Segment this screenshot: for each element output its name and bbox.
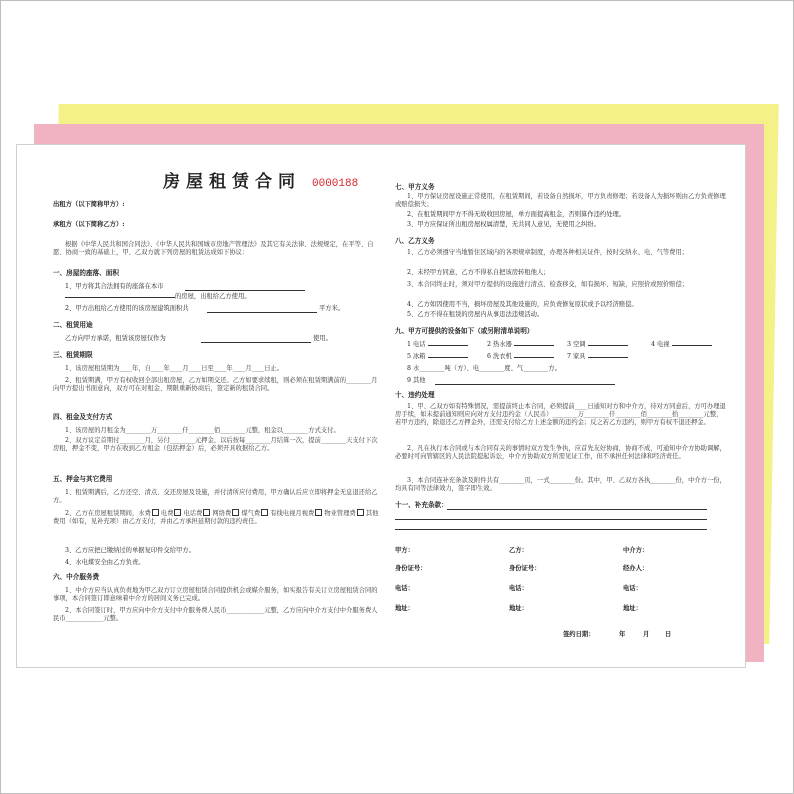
s6-item-1: 1、中介方应当认真负责地为甲乙双方订立房屋租赁合同提供机会或媒介服务，如实报告有关订立房屋租赁合同的事项，本合同签订即意味着中介方的居间义务已完成。 (53, 587, 378, 603)
section-10-title: 十、违约处理 (395, 391, 435, 399)
sign-a-phone: 电话： (395, 585, 414, 592)
s5-item-1: 1、租赁期满后，乙方还空、清点、交还房屋及设施，并付清所应付费用，甲方确认后应立即将押金无息退还给乙方。 (53, 489, 378, 505)
equipment-1: 1 电话 (407, 341, 468, 349)
equipment-6: 6 洗衣机 (487, 353, 554, 361)
equipment-7: 7 家具 (567, 353, 628, 361)
s3-item-2: 2、租赁期满，甲方有权收回全部出租房屋，乙方如期交还。乙方如要求续租，则必须在租赁期满前的________月向甲方提出书面意向，双方可在对租金、期限重新协商后，签定新的租赁合同。 (53, 377, 378, 393)
section-11-title: 十一、补充条款： (395, 501, 448, 509)
sign-date-month: 月 (643, 631, 650, 638)
lessor-label: 出租方（以下简称甲方）: (53, 201, 125, 208)
s7-item-1: 1、甲方保证房屋设施正常使用，在租赁期间，若设备自然损坏，甲方负责修理；若设备人为损坏则由乙方负责修理或赔偿损失； (395, 193, 726, 209)
supplement-line-2 (395, 519, 707, 520)
equipment-5: 5 冰箱 (407, 353, 468, 361)
section-2-title: 二、租赁用途 (53, 321, 93, 329)
property-fee-checkbox[interactable] (357, 509, 364, 516)
sign-b-address: 地址： (509, 605, 528, 612)
s4-item-2: 2、双方议定首期付________月，另付________元押金，以后按每________月结算一次，提前________天支付下次房租，押金不变，甲方在收到乙方租金（包括押金）后，必须开具收据给乙方。 (53, 437, 378, 453)
sign-party-b: 乙方： (509, 547, 528, 554)
contract-title: 房屋租赁合同 (163, 172, 301, 192)
section-7-title: 七、甲方义务 (395, 183, 435, 191)
s10-item-3: 3、本合同连补充条款及附件共有________页，一式________份。其中，甲、乙双方各执________份，中介方一份，均具有同等法律效力，签字即生效。 (395, 477, 726, 493)
equipment-2: 2 热水器 (487, 341, 554, 349)
s10-item-1: 1、甲、乙双方如有特殊情况，需提前终止本合同，必须提前____日通知对方和中介方，待对方同意后，方可办理退房手续，如未提前通知则应向对方支付违约金（人民币）________万________仟________佰________拾________元整，若甲方违约，除退还乙方押金外，还需支付给乙方上述金额的违约金；反之若乙方违约，则甲方有权不退还押金。 (395, 403, 726, 427)
s7-item-2: 2、在租赁期间甲方不得无故收回房屋，单方面提高租金，否则算作违约处理。 (407, 211, 626, 218)
s8-item-3: 3、本合同终止时，须对甲方提供的设施进行清点、检查移交，如有损坏、短缺，应照价或照价赔偿； (407, 281, 689, 288)
sign-agent: 中介方： (623, 547, 649, 554)
section-6-title: 六、中介服务费 (53, 573, 100, 581)
s6-item-2: 2、本合同签订时，甲方应向中介方支付中介服务费人民币____________元整，乙方应向中介方支付中介服务费人民币____________元整。 (53, 607, 378, 623)
sign-a-id: 身份证号： (395, 565, 427, 572)
s8-item-4: 4、乙方如因使用不当，损坏房屋及其他设施的，应负责修复原状或予以经济赔偿。 (407, 301, 638, 308)
s4-item-1: 1、该房屋的月租金为________万________仟________佰________元整，租金以________方式支付。 (65, 427, 340, 434)
s5-item-3: 3、乙方应把已缴纳过的单据复印件交给甲方。 (65, 547, 195, 554)
section-3-title: 三、租赁期限 (53, 351, 93, 359)
serial-number: 0000188 (312, 178, 359, 190)
equipment-3: 3 空调 (567, 341, 628, 349)
sign-date-year: 年 (619, 631, 626, 638)
sign-b-id: 身份证号： (509, 565, 541, 572)
s8-item-2: 2、未经甲方同意，乙方不得私自把该房转租他人； (407, 269, 550, 276)
sign-party-a: 甲方： (395, 547, 414, 554)
sign-date-day: 日 (665, 631, 672, 638)
electricity-fee-checkbox[interactable] (174, 509, 181, 516)
s8-item-5: 5、乙方不得在租赁的房屋内从事违法违规活动。 (407, 311, 544, 318)
s1-item-1: 1、甲方将其合法拥有的座落在本市 (65, 283, 164, 290)
s2-item-1: 乙方向甲方承诺，租赁该房屋仅作为 (65, 335, 166, 342)
equipment-8: 8 水________吨（方）、电________度、气________方。 (407, 365, 561, 372)
s5-item-4: 4、水电煤安全由乙方负责。 (65, 559, 145, 566)
s3-item-1: 1、该房屋租赁期为____年，自____年____月____日至____年____月____日止。 (65, 365, 284, 372)
sign-b-phone: 电话： (509, 585, 528, 592)
supplement-line-3 (395, 529, 707, 530)
s10-item-2: 2、凡在执行本合同或与本合同有关的事情时双方发生争执，应首先友好协商，协商不成，可通知中介方协助调解，必要时可向管辖区的人民法院提起诉讼，中介方协助双方所需见证工作，但不承担任何法律和经济责任。 (395, 445, 726, 461)
equipment-9: 9 其他 (407, 377, 426, 384)
sign-agent-address: 地址： (623, 605, 642, 612)
section-5-title: 五、押金与其它费用 (53, 475, 113, 483)
gas-fee-checkbox[interactable] (261, 509, 268, 516)
s8-item-1: 1、乙方必须遵守当地暂住区域内的各项规章制度，办理各种相关证件，按时交纳水、电、气等费用； (407, 249, 689, 256)
s5-item-2: 2、乙方在房屋租赁期间，水费 电费 电话费 网络费 煤气费 有线电视月视费 物业管理费 其他费用（如有，见补充项）由乙方支付，并由乙方承担延期付款的违约责任。 (53, 510, 379, 526)
s2-item-1-tail: 使用。 (313, 335, 332, 342)
sign-agent-handler: 经办人： (623, 565, 649, 572)
sign-a-address: 地址： (395, 605, 414, 612)
section-4-title: 四、租金及支付方式 (53, 413, 113, 421)
blank-line (207, 312, 317, 313)
intro-paragraph: 根据《中华人民共和国合同法》、《中华人民共和国城市房地产管理法》及其它有关法律、法规规定，在平等、自愿、协商一致的基础上，甲、乙双方就下列房屋的租赁达成如下协议： (53, 241, 374, 257)
contract-sheet (16, 144, 746, 668)
section-1-title: 一、房屋的座落、面积 (53, 269, 119, 277)
blank-line (435, 384, 615, 385)
lessee-label: 承租方（以下简称乙方）: (53, 221, 125, 228)
equipment-4: 4 电视 (651, 341, 712, 349)
blank-line (185, 290, 305, 291)
s7-item-3: 3、甲方应保证所出租房屋权属清楚，无共同人意见，无使用之纠纷。 (407, 221, 600, 228)
section-8-title: 八、乙方义务 (395, 237, 435, 245)
cable-tv-fee-checkbox[interactable] (315, 509, 322, 516)
water-fee-checkbox[interactable] (152, 509, 159, 516)
sign-agent-phone: 电话： (623, 585, 642, 592)
section-9-title: 九、甲方可提供的设备如下（或另附清单说明） (395, 327, 534, 335)
sign-date-label: 签约日期： (563, 631, 595, 638)
phone-fee-checkbox[interactable] (203, 509, 210, 516)
supplement-line-1 (447, 509, 707, 510)
s1-item-1-tail: 的房屋，出租给乙方使用。 (175, 293, 251, 300)
network-fee-checkbox[interactable] (232, 509, 239, 516)
s1-item-2-tail: 平方米。 (319, 305, 345, 312)
blank-line (201, 342, 311, 343)
s1-item-2: 2、甲方出租给乙方使用的该房屋建筑面积共 (65, 305, 189, 312)
